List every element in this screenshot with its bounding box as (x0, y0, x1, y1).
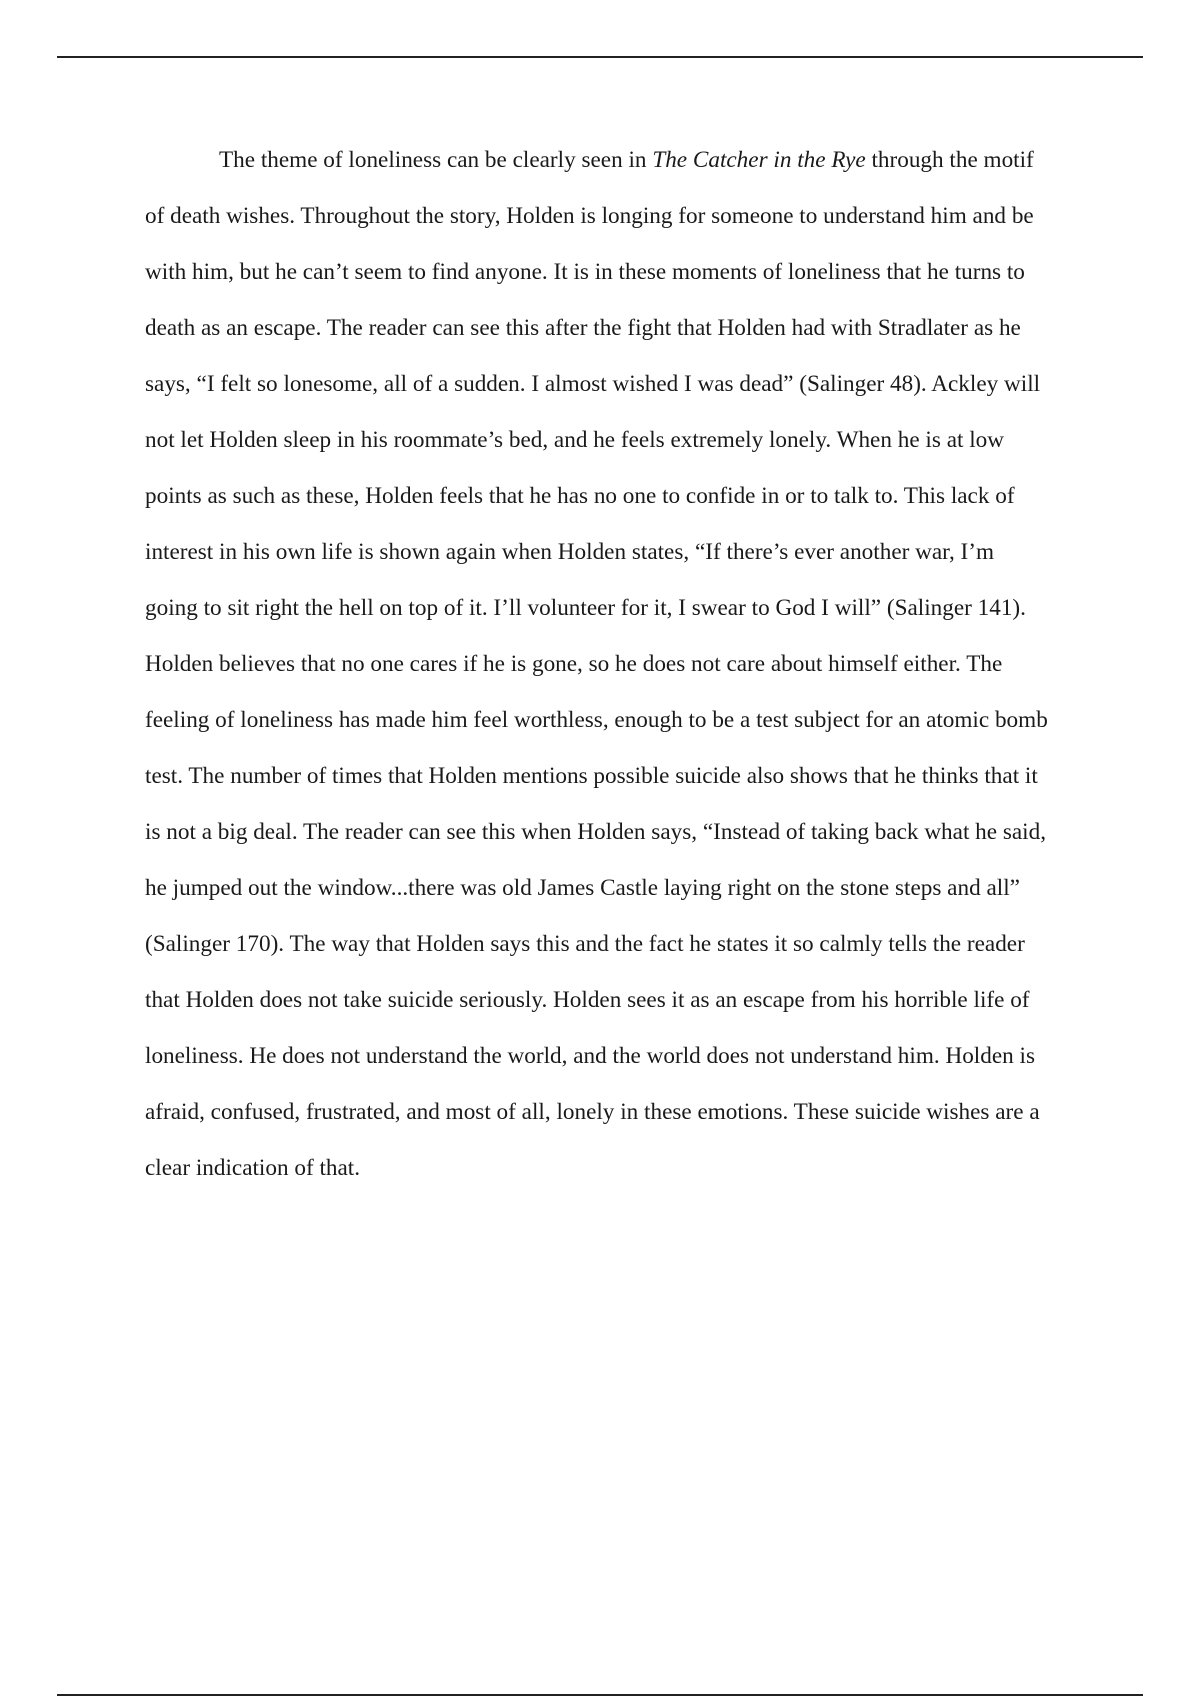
paragraph-line: loneliness. He does not understand the world, and the world does not understand him. Holden is (145, 1043, 1035, 1069)
paragraph-line: clear indication of that. (145, 1155, 361, 1181)
paragraph-line: not let Holden sleep in his roommate’s bed, and he feels extremely lonely. When he is at low (145, 427, 1005, 453)
paragraph-line: is not a big deal. The reader can see this when Holden says, “Instead of taking back what he said, (145, 819, 1047, 845)
bottom-rule (57, 1694, 1143, 1696)
paragraph-line: death as an escape. The reader can see this after the fight that Holden had with Stradlater as he (145, 315, 1021, 341)
paragraph-line: with him, but he can’t seem to find anyone. It is in these moments of loneliness that he turns to (145, 259, 1025, 285)
line-text: through the motif (865, 147, 1034, 173)
top-rule (57, 56, 1143, 58)
paragraph-line: test. The number of times that Holden mentions possible suicide also shows that he thinks that it (145, 763, 1038, 789)
paragraph-line: of death wishes. Throughout the story, Holden is longing for someone to understand him and be (145, 203, 1034, 229)
paragraph-line: feeling of loneliness has made him feel worthless, enough to be a test subject for an atomic bomb (145, 707, 1048, 733)
book-title: The Catcher in the Rye (652, 147, 866, 173)
line-text: The theme of loneliness can be clearly seen in (219, 147, 653, 173)
paragraph-line: (Salinger 170). The way that Holden says this and the fact he states it so calmly tells the reader (145, 931, 1025, 957)
paragraph-line: interest in his own life is shown again when Holden states, “If there’s ever another war, I’m (145, 539, 995, 565)
paragraph-line: says, “I felt so lonesome, all of a sudden. I almost wished I was dead” (Salinger 48). Ackley will (145, 371, 1041, 397)
essay-paragraph (145, 138, 1095, 1202)
paragraph-line: afraid, confused, frustrated, and most of all, lonely in these emotions. These suicide wishes are a (145, 1099, 1040, 1125)
paragraph-line (145, 138, 1095, 194)
paragraph-line: Holden believes that no one cares if he is gone, so he does not care about himself either. The (145, 651, 1003, 677)
paragraph-line: points as such as these, Holden feels that he has no one to confide in or to talk to. This lack of (145, 483, 1015, 509)
paragraph-line: going to sit right the hell on top of it. I’ll volunteer for it, I swear to God I will” (Salinger 141). (145, 595, 1026, 621)
paragraph-line: he jumped out the window...there was old James Castle laying right on the stone steps and all” (145, 875, 1020, 901)
paragraph-line: that Holden does not take suicide seriously. Holden sees it as an escape from his horrible life of (145, 987, 1030, 1013)
